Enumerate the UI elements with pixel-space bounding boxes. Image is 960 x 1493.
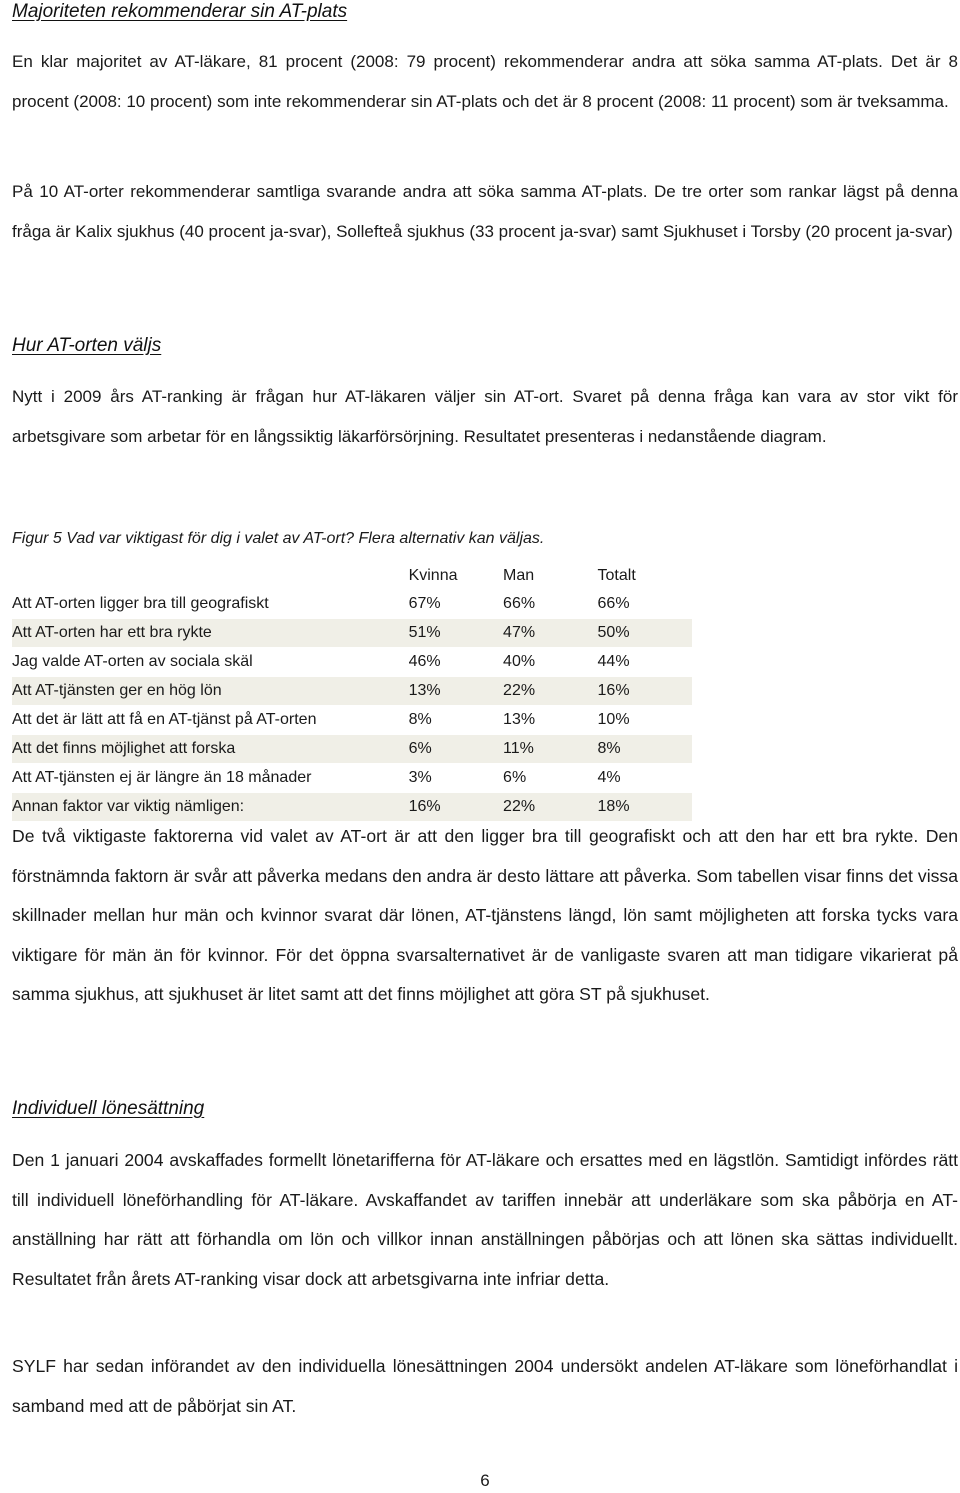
- table-row: [12, 590, 692, 619]
- cell-totalt: 18%: [597, 798, 630, 815]
- table-row: [12, 735, 692, 764]
- column-header-kvinna: Kvinna: [408, 567, 458, 584]
- cell-kvinna: 8%: [408, 711, 432, 728]
- cell-kvinna: 6%: [408, 740, 432, 757]
- figure-caption: Figur 5 Vad var viktigast för dig i valet av AT-ort? Flera alternativ kan väljas.: [12, 530, 545, 547]
- paragraph-recommendation-stats: En klar majoritet av AT-läkare, 81 procent (2008: 79 procent) rekommenderar andra att söka samma AT-plats. Det är 8 procent (2008: 10 procent) som inte rekommenderar sin AT-plats och det är 8 procent (2008: 11 procent) som är tveksamma.: [12, 52, 958, 111]
- row-label: Jag valde AT-orten av sociala skäl: [12, 653, 253, 670]
- cell-man: 11%: [503, 740, 534, 757]
- table-header-row: [12, 563, 692, 590]
- column-header-man: Man: [503, 567, 535, 584]
- paragraph-salary-tariffs: Den 1 januari 2004 avskaffades formellt lönetarifferna för AT-läkare och ersattes med en lägstlön. Samtidigt infördes rätt till individuell löneförhandling för AT-läkare. Avskaffandet av tariffen innebär att underläkare som ska påbörja en AT-anställning har rätt att förhandla om lön och villkor innan anställningen påbörjas och att lönen ska sättas individuellt. Resultatet från årets AT-ranking visar dock att arbetsgivarna inte infriar detta.: [12, 1150, 958, 1289]
- paragraph-new-question: Nytt i 2009 års AT-ranking är frågan hur AT-läkaren väljer sin AT-ort. Svaret på denna fråga kan vara av stor vikt för arbetsgivare som arbetar för en långssiktig läkarförsörjning. Resultatet presenteras i nedanstående diagram.: [12, 387, 958, 446]
- row-label: Annan faktor var viktig nämligen:: [12, 798, 245, 815]
- table-row: [12, 706, 692, 735]
- cell-kvinna: 13%: [408, 682, 441, 699]
- cell-man: 40%: [503, 653, 536, 670]
- cell-man: 22%: [503, 798, 536, 815]
- cell-totalt: 8%: [597, 740, 621, 757]
- row-label: Att det finns möjlighet att forska: [12, 740, 236, 757]
- table-row: [12, 648, 692, 677]
- cell-kvinna: 67%: [408, 595, 441, 612]
- paragraph-most-important-factors: De två viktigaste faktorerna vid valet av AT-ort är att den ligger bra till geografiskt och att den har ett bra rykte. Den förstnämnda faktorn är svår att påverka medans den andra är desto lättare att påverka. Som tabellen visar finns det vissa skillnader mellan hur män och kvinnor svarat där lönen, AT-tjänstens längd, lön samt möjligheten att forska tycks vara viktigare för män än för kvinnor. För det öppna svarsalternativet är de vanligaste svaren att man tidigare vikarierat på samma sjukhus, att sjukhuset är litet samt att det finns möjlighet att göra ST på sjukhuset.: [12, 826, 958, 1004]
- row-label: Att AT-tjänsten ger en hög lön: [12, 682, 222, 699]
- cell-man: 66%: [503, 595, 536, 612]
- table-row: [12, 677, 692, 706]
- paragraph-lowest-ranked: På 10 AT-orter rekommenderar samtliga svarande andra att söka samma AT-plats. De tre orter som rankar lägst på denna fråga är Kalix sjukhus (40 procent ja-svar), Sollefteå sjukhus (33 procent ja-svar) samt Sjukhuset i Torsby (20 procent ja-svar): [12, 182, 958, 241]
- choice-factors-table: [12, 563, 692, 822]
- cell-kvinna: 16%: [408, 798, 441, 815]
- heading-how-at-chosen: Hur AT-orten väljs: [12, 335, 162, 356]
- row-label: Att AT-tjänsten ej är längre än 18 månader: [12, 769, 312, 786]
- cell-totalt: 10%: [597, 711, 630, 728]
- table-row: [12, 619, 692, 648]
- paragraph-sylf-survey: SYLF har sedan införandet av den individuella lönesättningen 2004 undersökt andelen AT-läkare som löneförhandlat i samband med att de påbörjat sin AT.: [12, 1356, 958, 1416]
- cell-man: 22%: [503, 682, 536, 699]
- row-label: Att AT-orten ligger bra till geografiskt: [12, 595, 269, 612]
- cell-totalt: 44%: [597, 653, 630, 670]
- cell-totalt: 16%: [597, 682, 630, 699]
- cell-kvinna: 3%: [408, 769, 432, 786]
- table-row: [12, 764, 692, 793]
- cell-man: 13%: [503, 711, 536, 728]
- row-label: Att AT-orten har ett bra rykte: [12, 624, 212, 641]
- cell-man: 47%: [503, 624, 536, 641]
- cell-kvinna: 51%: [408, 624, 441, 641]
- cell-totalt: 50%: [597, 624, 630, 641]
- cell-kvinna: 46%: [408, 653, 441, 670]
- row-label: Att det är lätt att få en AT-tjänst på AT-orten: [12, 711, 317, 728]
- heading-individual-salary: Individuell lönesättning: [12, 1098, 205, 1119]
- cell-totalt: 66%: [597, 595, 630, 612]
- page-number: 6: [480, 1471, 490, 1490]
- column-header-totalt: Totalt: [597, 567, 636, 584]
- heading-majority-recommend: Majoriteten rekommenderar sin AT-plats: [12, 1, 348, 22]
- cell-totalt: 4%: [597, 769, 621, 786]
- cell-man: 6%: [503, 769, 527, 786]
